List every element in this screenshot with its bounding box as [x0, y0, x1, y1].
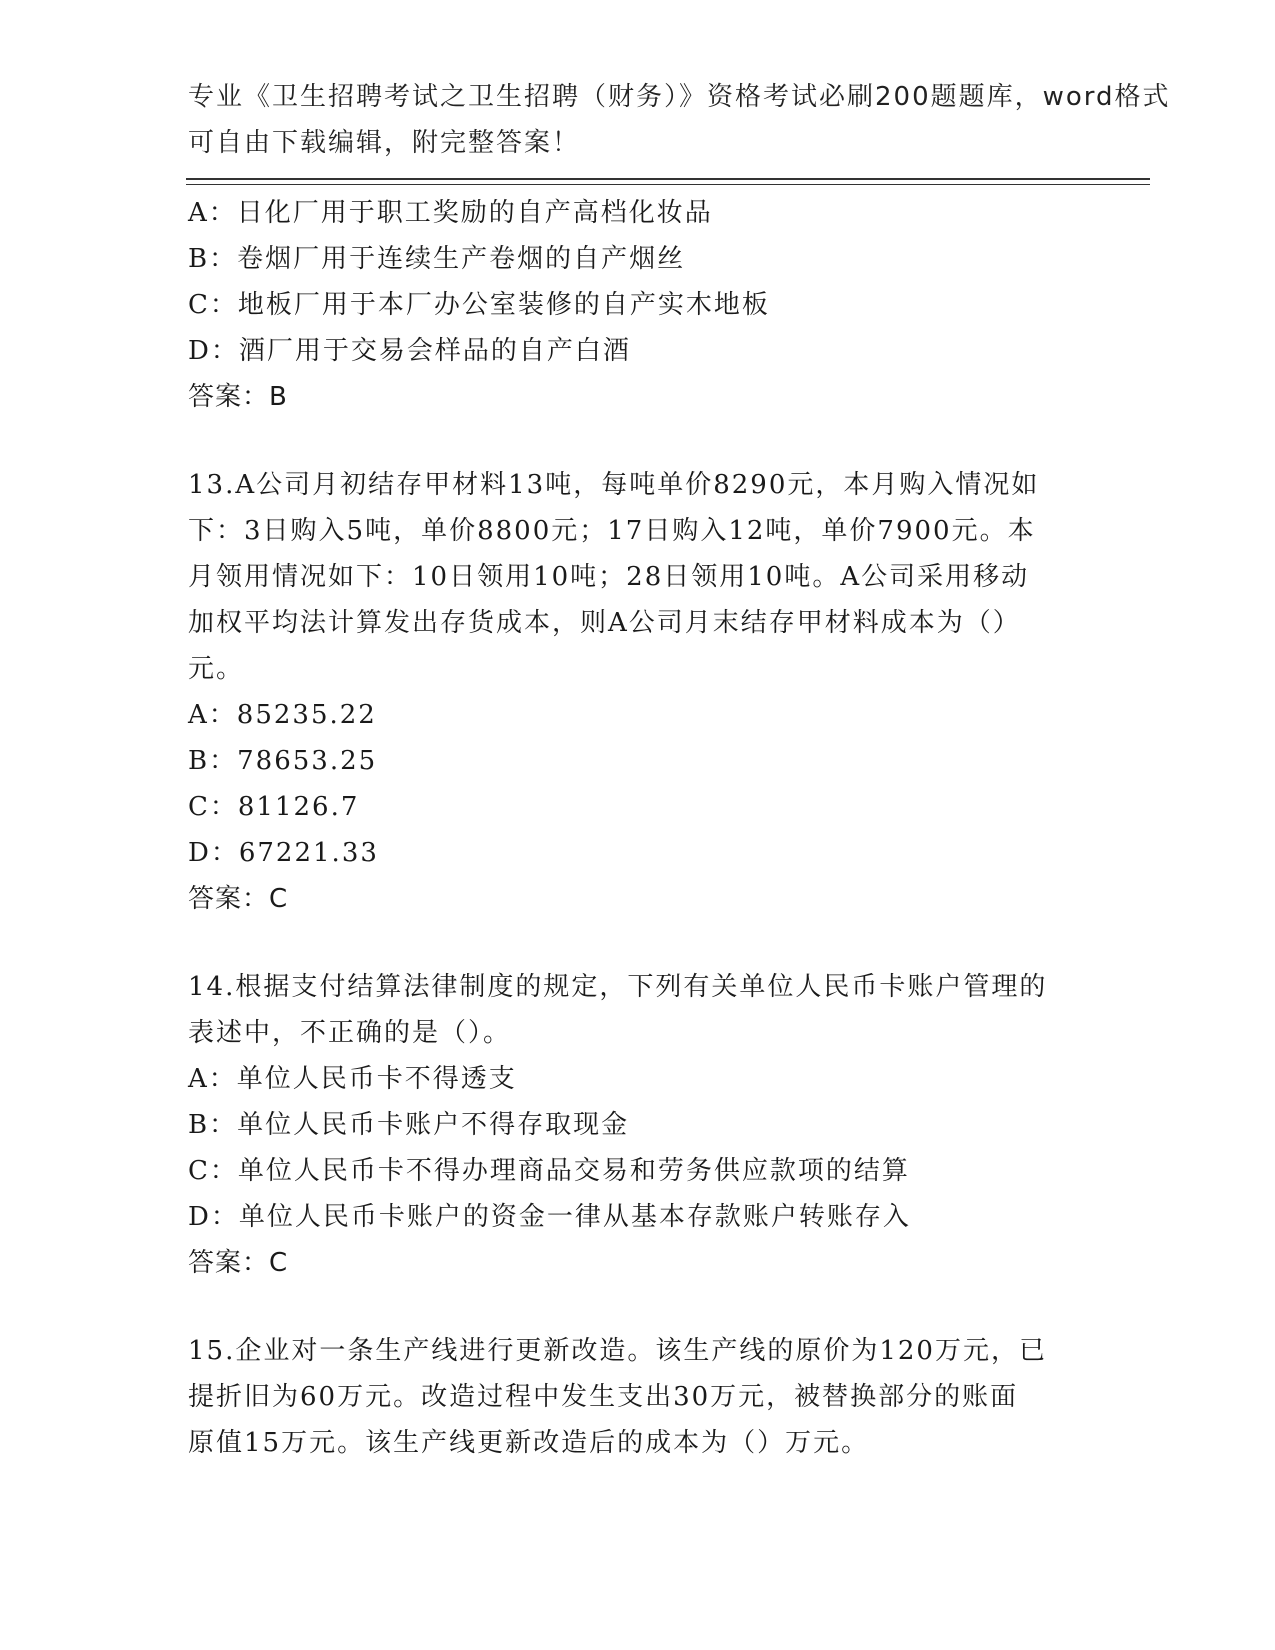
question-text-line: 表述中，不正确的是（）。: [188, 1018, 512, 1048]
document-header: [188, 74, 1171, 166]
question-13: [188, 462, 1088, 922]
question-text-line: 14.根据支付结算法律制度的规定，下列有关单位人民币卡账户管理的: [188, 972, 1048, 1002]
option-a: A：日化厂用于职工奖励的自产高档化妆品: [188, 198, 713, 228]
header-divider-thin: [186, 184, 1150, 185]
question-text-line: 提折旧为60万元。改造过程中发生支出30万元，被替换部分的账面: [188, 1382, 1019, 1412]
option-d: D：单位人民币卡账户的资金一律从基本存款账户转账存入: [188, 1202, 911, 1232]
option-a: A：85235.22: [188, 700, 377, 730]
answer-line: 答案：C: [188, 1248, 289, 1278]
option-d: D：酒厂用于交易会样品的自产白酒: [188, 336, 631, 366]
question-text-line: 元。: [188, 654, 245, 684]
question-text-line: 下：3日购入5吨，单价8800元；17日购入12吨，单价7900元。本: [188, 516, 1036, 546]
question-text-line: 15.企业对一条生产线进行更新改造。该生产线的原价为120万元，已: [188, 1336, 1047, 1366]
question-text-line: 月领用情况如下：10日领用10吨；28日领用10吨。A公司采用移动: [188, 562, 1030, 592]
question-content: [188, 190, 1088, 1466]
header-title-line-2: 可自由下载编辑，附完整答案！: [188, 128, 581, 158]
option-c: C：单位人民币卡不得办理商品交易和劳务供应款项的结算: [188, 1156, 910, 1186]
header-divider-thick: [186, 178, 1150, 180]
question-gap: [188, 922, 1088, 964]
option-c: C：81126.7: [188, 792, 360, 822]
option-b: B：78653.25: [188, 746, 378, 776]
option-c: C：地板厂用于本厂办公室装修的自产实木地板: [188, 290, 770, 320]
question-text-line: 原值15万元。该生产线更新改造后的成本为（）万元。: [188, 1428, 870, 1458]
question-gap: [188, 1286, 1088, 1328]
header-title-line-1: 专业《卫生招聘考试之卫生招聘（财务）》资格考试必刷200题题库，word格式: [188, 82, 1171, 112]
option-a: A：单位人民币卡不得透支: [188, 1064, 517, 1094]
question-14: [188, 964, 1088, 1286]
question-text-line: 13.A公司月初结存甲材料13吨，每吨单价8290元，本月购入情况如: [188, 470, 1040, 500]
question-15: [188, 1328, 1088, 1466]
question-gap: [188, 420, 1088, 462]
question-12: [188, 190, 1088, 420]
option-d: D：67221.33: [188, 838, 379, 868]
option-b: B：单位人民币卡账户不得存取现金: [188, 1110, 630, 1140]
answer-line: 答案：C: [188, 884, 289, 914]
question-text-line: 加权平均法计算发出存货成本，则A公司月末结存甲材料成本为（）: [188, 608, 1021, 638]
option-b: B：卷烟厂用于连续生产卷烟的自产烟丝: [188, 244, 686, 274]
answer-line: 答案：B: [188, 382, 288, 412]
